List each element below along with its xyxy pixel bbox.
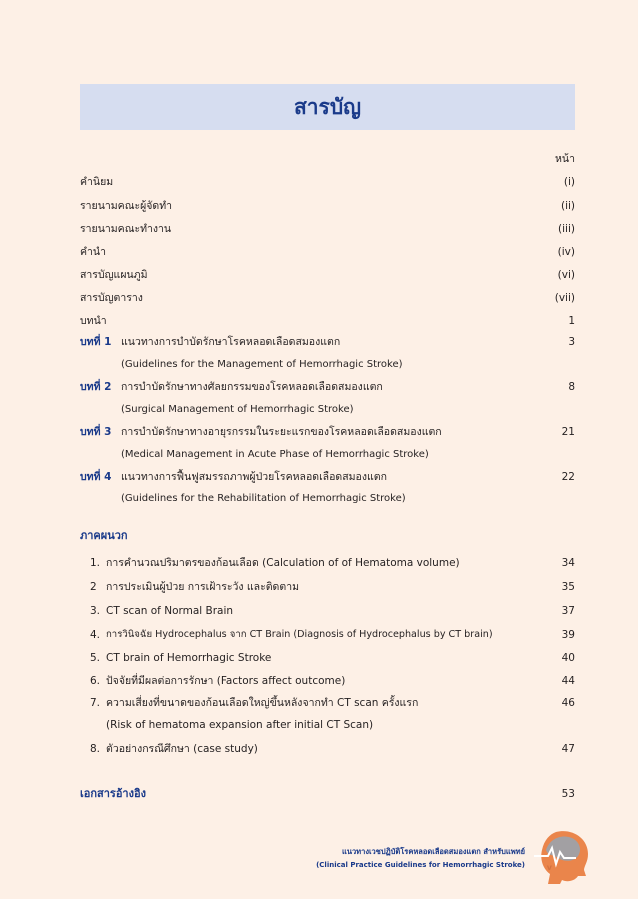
appendix-entry[interactable] bbox=[80, 554, 575, 572]
toc-entry-label: รายนามคณะทำงาน bbox=[80, 223, 172, 235]
toc-entry-label: คำนิยม bbox=[80, 176, 114, 188]
chapter-title: แนวทางการฟื้นฟูสมรรถภาพผู้ป่วยโรคหลอดเลือดสมองแตก bbox=[121, 471, 387, 483]
appendix-title: CT scan of Normal Brain bbox=[106, 605, 234, 617]
page-column-header-row bbox=[80, 150, 575, 168]
appendix-title: CT brain of Hemorrhagic Stroke bbox=[106, 652, 272, 664]
chapter-entry[interactable] bbox=[80, 423, 575, 441]
appendix-page: 34 bbox=[561, 557, 575, 569]
chapter-subtitle: (Guidelines for the Management of Hemorrhagic Stroke) bbox=[121, 359, 403, 370]
appendix-title: ตัวอย่างกรณีศึกษา (case study) bbox=[106, 743, 258, 755]
toc-entry-page: (i) bbox=[563, 176, 575, 188]
toc-entry-page: (iv) bbox=[557, 246, 575, 258]
appendix-number: 2 bbox=[90, 581, 97, 593]
toc-entry[interactable] bbox=[80, 173, 575, 191]
chapter-entry[interactable] bbox=[80, 468, 575, 486]
appendix-number: 7. bbox=[90, 697, 101, 709]
toc-entry[interactable] bbox=[80, 289, 575, 307]
toc-entry-page: (ii) bbox=[560, 200, 575, 212]
toc-entry-label: คำนำ bbox=[80, 246, 106, 258]
appendix-title: การคำนวณปริมาตรของก้อนเลือด (Calculation of of Hematoma volume) bbox=[106, 557, 460, 569]
references-label: เอกสารอ้างอิง bbox=[80, 787, 146, 800]
appendix-page: 47 bbox=[561, 743, 575, 755]
page-footer bbox=[0, 838, 638, 888]
appendix-number: 5. bbox=[90, 652, 101, 664]
appendix-heading: ภาคผนวก bbox=[80, 529, 128, 542]
appendix-number: 6. bbox=[90, 675, 101, 687]
appendix-entry[interactable] bbox=[80, 694, 575, 712]
toc-entry-label: สารบัญตาราง bbox=[80, 292, 143, 304]
appendix-entry[interactable] bbox=[80, 740, 575, 758]
references-entry[interactable] bbox=[80, 785, 575, 803]
appendix-title: ปัจจัยที่มีผลต่อการรักษา (Factors affect outcome) bbox=[106, 675, 346, 687]
appendix-title: ความเสี่ยงที่ขนาดของก้อนเลือดใหญ่ขึ้นหลังจากทำ CT scan ครั้งแรก bbox=[106, 697, 419, 709]
references-page: 53 bbox=[561, 788, 575, 800]
toc-entry-label: สารบัญแผนภูมิ bbox=[80, 269, 148, 281]
footer-title-english: (Clinical Practice Guidelines for Hemorrhagic Stroke) bbox=[316, 861, 525, 869]
toc-entry[interactable] bbox=[80, 266, 575, 284]
toc-entry-label: รายนามคณะผู้จัดทำ bbox=[80, 200, 173, 212]
chapter-page: 8 bbox=[568, 381, 575, 393]
chapter-subtitle: (Surgical Management of Hemorrhagic Stroke) bbox=[121, 404, 354, 415]
toc-entry-page: (vii) bbox=[554, 292, 575, 304]
toc-entry-label: บทนำ bbox=[80, 315, 107, 327]
title-band bbox=[80, 84, 575, 130]
toc-entry-page: (vi) bbox=[557, 269, 575, 281]
head-profile-logo-icon bbox=[528, 826, 598, 886]
appendix-number: 4. bbox=[90, 629, 101, 641]
appendix-entry[interactable] bbox=[80, 602, 575, 620]
chapter-number: บทที่ 2 bbox=[80, 381, 112, 393]
appendix-page: 39 bbox=[561, 629, 575, 641]
appendix-page: 37 bbox=[561, 605, 575, 617]
toc-entry[interactable] bbox=[80, 197, 575, 215]
chapter-number: บทที่ 4 bbox=[80, 471, 112, 483]
appendix-page: 46 bbox=[561, 697, 575, 709]
page-title: สารบัญ bbox=[293, 94, 362, 119]
chapter-page: 21 bbox=[561, 426, 575, 438]
toc-entry[interactable] bbox=[80, 312, 575, 330]
page-column-header: หน้า bbox=[555, 153, 575, 165]
chapter-subtitle: (Medical Management in Acute Phase of Hemorrhagic Stroke) bbox=[121, 449, 429, 460]
chapter-subtitle: (Guidelines for the Rehabilitation of Hemorrhagic Stroke) bbox=[121, 493, 406, 504]
appendix-number: 8. bbox=[90, 743, 101, 755]
chapter-number: บทที่ 1 bbox=[80, 336, 112, 348]
appendix-page: 44 bbox=[561, 675, 575, 687]
chapter-title: การบำบัดรักษาทางศัลยกรรมของโรคหลอดเลือดสมองแตก bbox=[121, 381, 383, 393]
toc-entry[interactable] bbox=[80, 220, 575, 238]
appendix-entry[interactable] bbox=[80, 672, 575, 690]
chapter-entry[interactable] bbox=[80, 333, 575, 351]
toc-entry-page: (iii) bbox=[558, 223, 575, 235]
chapter-page: 3 bbox=[568, 336, 575, 348]
appendix-title: การประเมินผู้ป่วย การเฝ้าระวัง และติดตาม bbox=[106, 581, 300, 593]
footer-title-thai: แนวทางเวชปฏิบัติโรคหลอดเลือดสมองแตก สำหรับแพทย์ bbox=[342, 847, 525, 856]
chapter-page: 22 bbox=[561, 471, 575, 483]
appendix-number: 1. bbox=[90, 557, 101, 569]
appendix-entry[interactable] bbox=[80, 578, 575, 596]
appendix-entry[interactable] bbox=[80, 626, 575, 644]
appendix-entry[interactable] bbox=[80, 649, 575, 667]
chapter-number: บทที่ 3 bbox=[80, 426, 112, 438]
toc-entry-page: 1 bbox=[568, 315, 575, 327]
appendix-page: 40 bbox=[561, 652, 575, 664]
chapter-title: แนวทางการบำบัดรักษาโรคหลอดเลือดสมองแตก bbox=[121, 336, 341, 348]
appendix-title: การวินิจฉัย Hydrocephalus จาก CT Brain (Diagnosis of Hydrocephalus by CT brain) bbox=[106, 629, 493, 640]
appendix-page: 35 bbox=[561, 581, 575, 593]
toc-entry[interactable] bbox=[80, 243, 575, 261]
chapter-entry[interactable] bbox=[80, 378, 575, 396]
chapter-title: การบำบัดรักษาทางอายุรกรรมในระยะแรกของโรคหลอดเลือดสมองแตก bbox=[121, 426, 442, 438]
appendix-subtitle: (Risk of hematoma expansion after initial CT Scan) bbox=[106, 719, 374, 731]
appendix-number: 3. bbox=[90, 605, 101, 617]
